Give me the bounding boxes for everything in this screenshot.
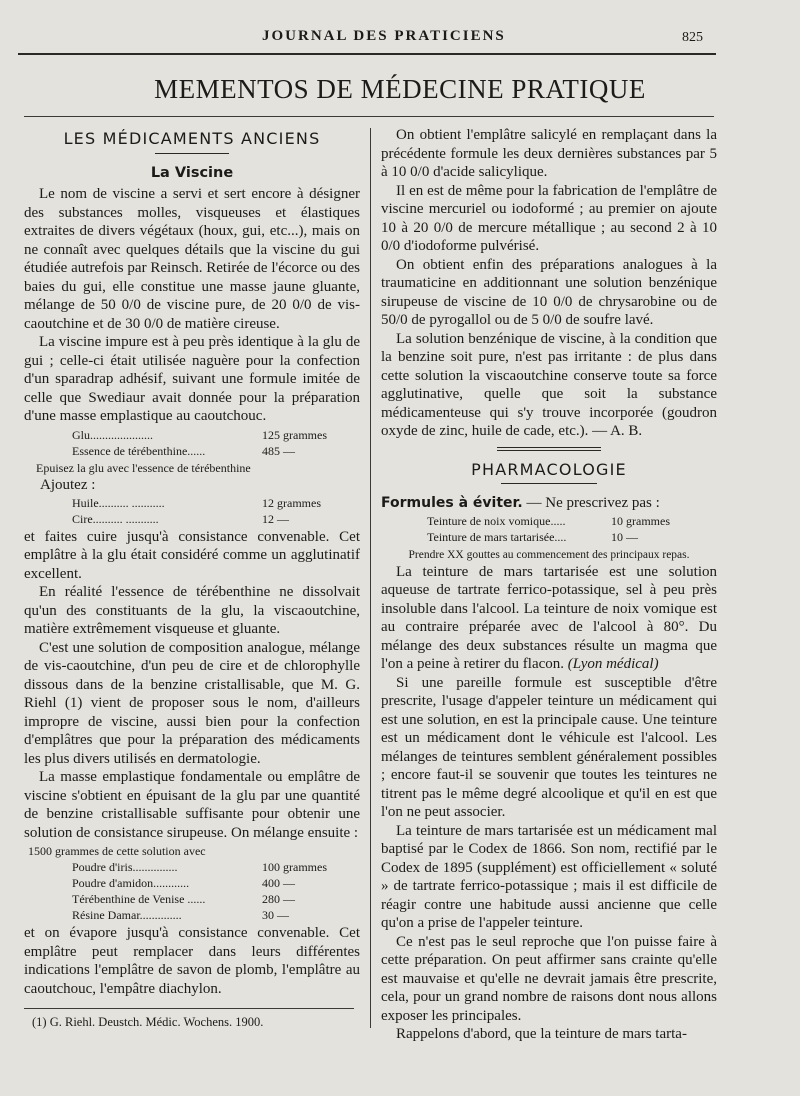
section-title-medicaments: LES MÉDICAMENTS ANCIENS [63, 129, 321, 148]
page-number: 825 [682, 30, 703, 45]
formula-instruction: — Ne prescrivez pas : [522, 495, 660, 511]
paragraph [381, 563, 717, 674]
running-title: JOURNAL DES PRATICIENS [262, 28, 506, 44]
ingredient-amount: 125 grammes [262, 427, 327, 442]
formula-intro [381, 494, 717, 513]
recipe-row [24, 875, 360, 891]
paragraph: La viscine impure est à peu près identique à la glu de gui ; celle-ci était utilisée naguère pour la confection d'un sparadrap adhésif, suivant une formule imitée de celle que Swediaur avait donnée pour la préparation d'une masse emplastique au caoutchouc. [24, 334, 360, 424]
recipe-intro: 1500 grammes de cette solution avec [28, 844, 206, 858]
paragraph: C'est une solution de composition analogue, mélange de vis-caoutchine, d'un peu de cire et de chlorophylle dissous dans de la benzine cristallisable, que M. G. Riehl (1) vient de proposer sous le nom, d'ailleurs impropre de viscine, aussi bien pour la confection d'emplâtres que pour la préparation des médicaments les plus divers utilisés en dermatologie. [24, 639, 360, 767]
paragraph: La masse emplastique fondamentale ou emplâtre de viscine s'obtient en épuisant de la glu par une quantité de benzine cristallisable suffisante pour obtenir une solution de consistance sirupeuse. On mélange ensuite : [24, 769, 360, 841]
paragraph: Rappelons d'abord, que la teinture de mars tarta- [396, 1026, 687, 1042]
recipe-row [24, 443, 360, 459]
paragraph: On obtient enfin des préparations analogues à la traumaticine en additionnant une solution benzénique sirupeuse de viscine de 10 0/0 de chrysarobine ou de 50/0 de pyrogallol ou de 5 0/0 de soufre lavé. [381, 256, 717, 328]
column-divider [370, 128, 371, 1028]
recipe-instruction: Epuisez la glu avec l'essence de térébenthine [36, 460, 251, 475]
recipe-additions [24, 495, 360, 527]
recipe-row [24, 495, 360, 511]
subsection-title-viscine: La Viscine [150, 164, 234, 181]
formula-dosage-note: Prendre XX gouttes au commencement des principaux repas. [408, 548, 690, 561]
footnote: (1) G. Riehl. Deustch. Médic. Wochens. 1900. [32, 1015, 264, 1029]
section-rule [155, 153, 229, 154]
ingredient-amount: 12 grammes [262, 495, 321, 510]
paragraph-text: La teinture de mars tartarisée est une solution aqueuse de tartrate ferrico-potassique, sel à peu près insoluble dans l'alcool. La teinture de noix vomique est au contraire préparée avec de l'alcool à 80°. Du mélange des deux substances résulte un magma que l'on a peine à retirer du flacon. [381, 563, 717, 672]
header-rule [18, 53, 716, 55]
paragraph: Il en est de même pour la fabrication de l'emplâtre de viscine mercuriel ou iodoformé ; au premier on ajoute 10 à 20 0/0 de mercure métallique ; au second 2 à 10 0/0 d'iodoforme pulvérisé. [381, 182, 717, 254]
ingredient-amount: 30 — [262, 908, 289, 922]
recipe-row [24, 891, 360, 907]
ingredient-amount: 100 grammes [262, 860, 327, 874]
ingredient-amount: 10 grammes [611, 513, 670, 528]
ingredient-name: Teinture de mars tartarisée.... [427, 529, 567, 544]
paragraph: La solution benzénique de viscine, à la condition que la benzine soit pure, n'est pas irritante : de plus dans cette solution la viscaoutchine conserve toute sa force agglutinative, quelle que soit la substance médicamenteuse qui s'y trouve incorporée (goudron oxyde de zinc, huile de cade, etc.). — A. B. [381, 330, 717, 439]
formula-row [381, 513, 717, 529]
left-column [24, 126, 360, 998]
main-title: MEMENTOS DE MÉDECINE PRATIQUE [154, 74, 646, 104]
section-rule [501, 483, 597, 484]
ingredient-amount: 485 — [262, 443, 295, 458]
title-rule [24, 116, 714, 117]
ingredient-amount: 280 — [262, 892, 295, 906]
right-column [381, 126, 717, 1044]
formula-row [381, 529, 717, 545]
formula-lead: Formules à éviter. [381, 495, 523, 511]
ingredient-name: Essence de térébenthine...... [72, 443, 206, 458]
section-title-pharmacologie: PHARMACOLOGIE [471, 459, 627, 479]
recipe-glu [24, 427, 360, 459]
ingredient-name: Teinture de noix vomique..... [427, 513, 566, 528]
recipe-row [24, 511, 360, 527]
citation: (Lyon médical) [567, 656, 659, 672]
paragraph: La teinture de mars tartarisée est un médicament mal baptisé par le Codex de 1866. Son nom, rectifié par le Codex de 1895 (supplément) est officiellement « soluté » de tartrate ferrico-potassique ; mais il est difficile de réagir contre une habitude aussi ancienne que celle qu'on a prise de l'appeler teinture. [381, 822, 717, 931]
recipe-add-label: Ajoutez : [40, 476, 96, 493]
paragraph: En réalité l'essence de térébenthine ne dissolvait qu'un des constituants de la glu, la viscaoutchine, matière extrêmement visqueuse et gluante. [24, 584, 360, 637]
footnote-rule [24, 1008, 354, 1009]
ingredient-name: Glu..................... [72, 427, 153, 442]
recipe-row [24, 907, 360, 923]
ingredient-name: Poudre d'iris............... [72, 860, 178, 874]
paragraph: Si une pareille formule est susceptible d'être prescrite, l'usage d'appeler teinture un médicament qui est une solution, en est la principale cause. Une teinture est un médicament dont le véhicule est l'alcool. Les mélanges de teintures semblent généralement possibles ; encore faut-il se souvenir que toutes les teintures ne titrent pas le même degré alcoolique et qu'il en est que l'on ne peut associer. [381, 674, 717, 820]
ingredient-name: Cire.......... ........... [72, 511, 159, 526]
ingredient-name: Résine Damar.............. [72, 908, 182, 922]
paragraph: On obtient l'emplâtre salicylé en remplaçant dans la précédente formule les deux dernières substances par 5 à 10 0/0 d'acide salicylique. [381, 127, 717, 180]
ingredient-name: Huile.......... ........... [72, 495, 165, 510]
paragraph: et on évapore jusqu'à consistance convenable. Cet emplâtre peut remplacer dans leurs différentes indications l'emplâtre de savon de plomb, l'emplâtre au caoutchouc, l'empâtre diachylon. [24, 925, 360, 997]
ingredient-amount: 12 — [262, 511, 289, 526]
ingredient-amount: 10 — [611, 529, 638, 544]
recipe-row [24, 427, 360, 443]
paragraph: Ce n'est pas le seul reproche que l'on puisse faire à cette préparation. On peut affirmer sans crainte qu'elle est mauvaise et qu'elle ne devrait jamais être prescrite, cela, pour un grand nombre de raisons dont nous allons exposer les principales. [381, 933, 717, 1024]
recipe-viscine-plaster [24, 843, 360, 923]
ingredient-name: Poudre d'amidon............ [72, 876, 190, 890]
ingredient-name: Térébenthine de Venise ...... [72, 892, 206, 906]
recipe-row [24, 859, 360, 875]
ingredient-amount: 400 — [262, 876, 295, 890]
section-separator [497, 447, 601, 451]
paragraph: Le nom de viscine a servi et sert encore à désigner des substances molles, visqueuses et élastiques extraites de divers végétaux (houx, gui, etc...), mais on ne connaît avec quelques détails que la viscine du gui étudiée autrefois par Reinsch. Retirée de l'écorce ou des baies du gui, elle constitue une masse jaune gluante, mélange de 50 0/0 de viscine pure, de 20 0/0 de vis-caoutchine et de 30 0/0 de matière cireuse. [24, 186, 360, 332]
paragraph: et faites cuire jusqu'à consistance convenable. Cet emplâtre à la glu était considéré comme un agglutinatif excellent. [24, 528, 360, 582]
